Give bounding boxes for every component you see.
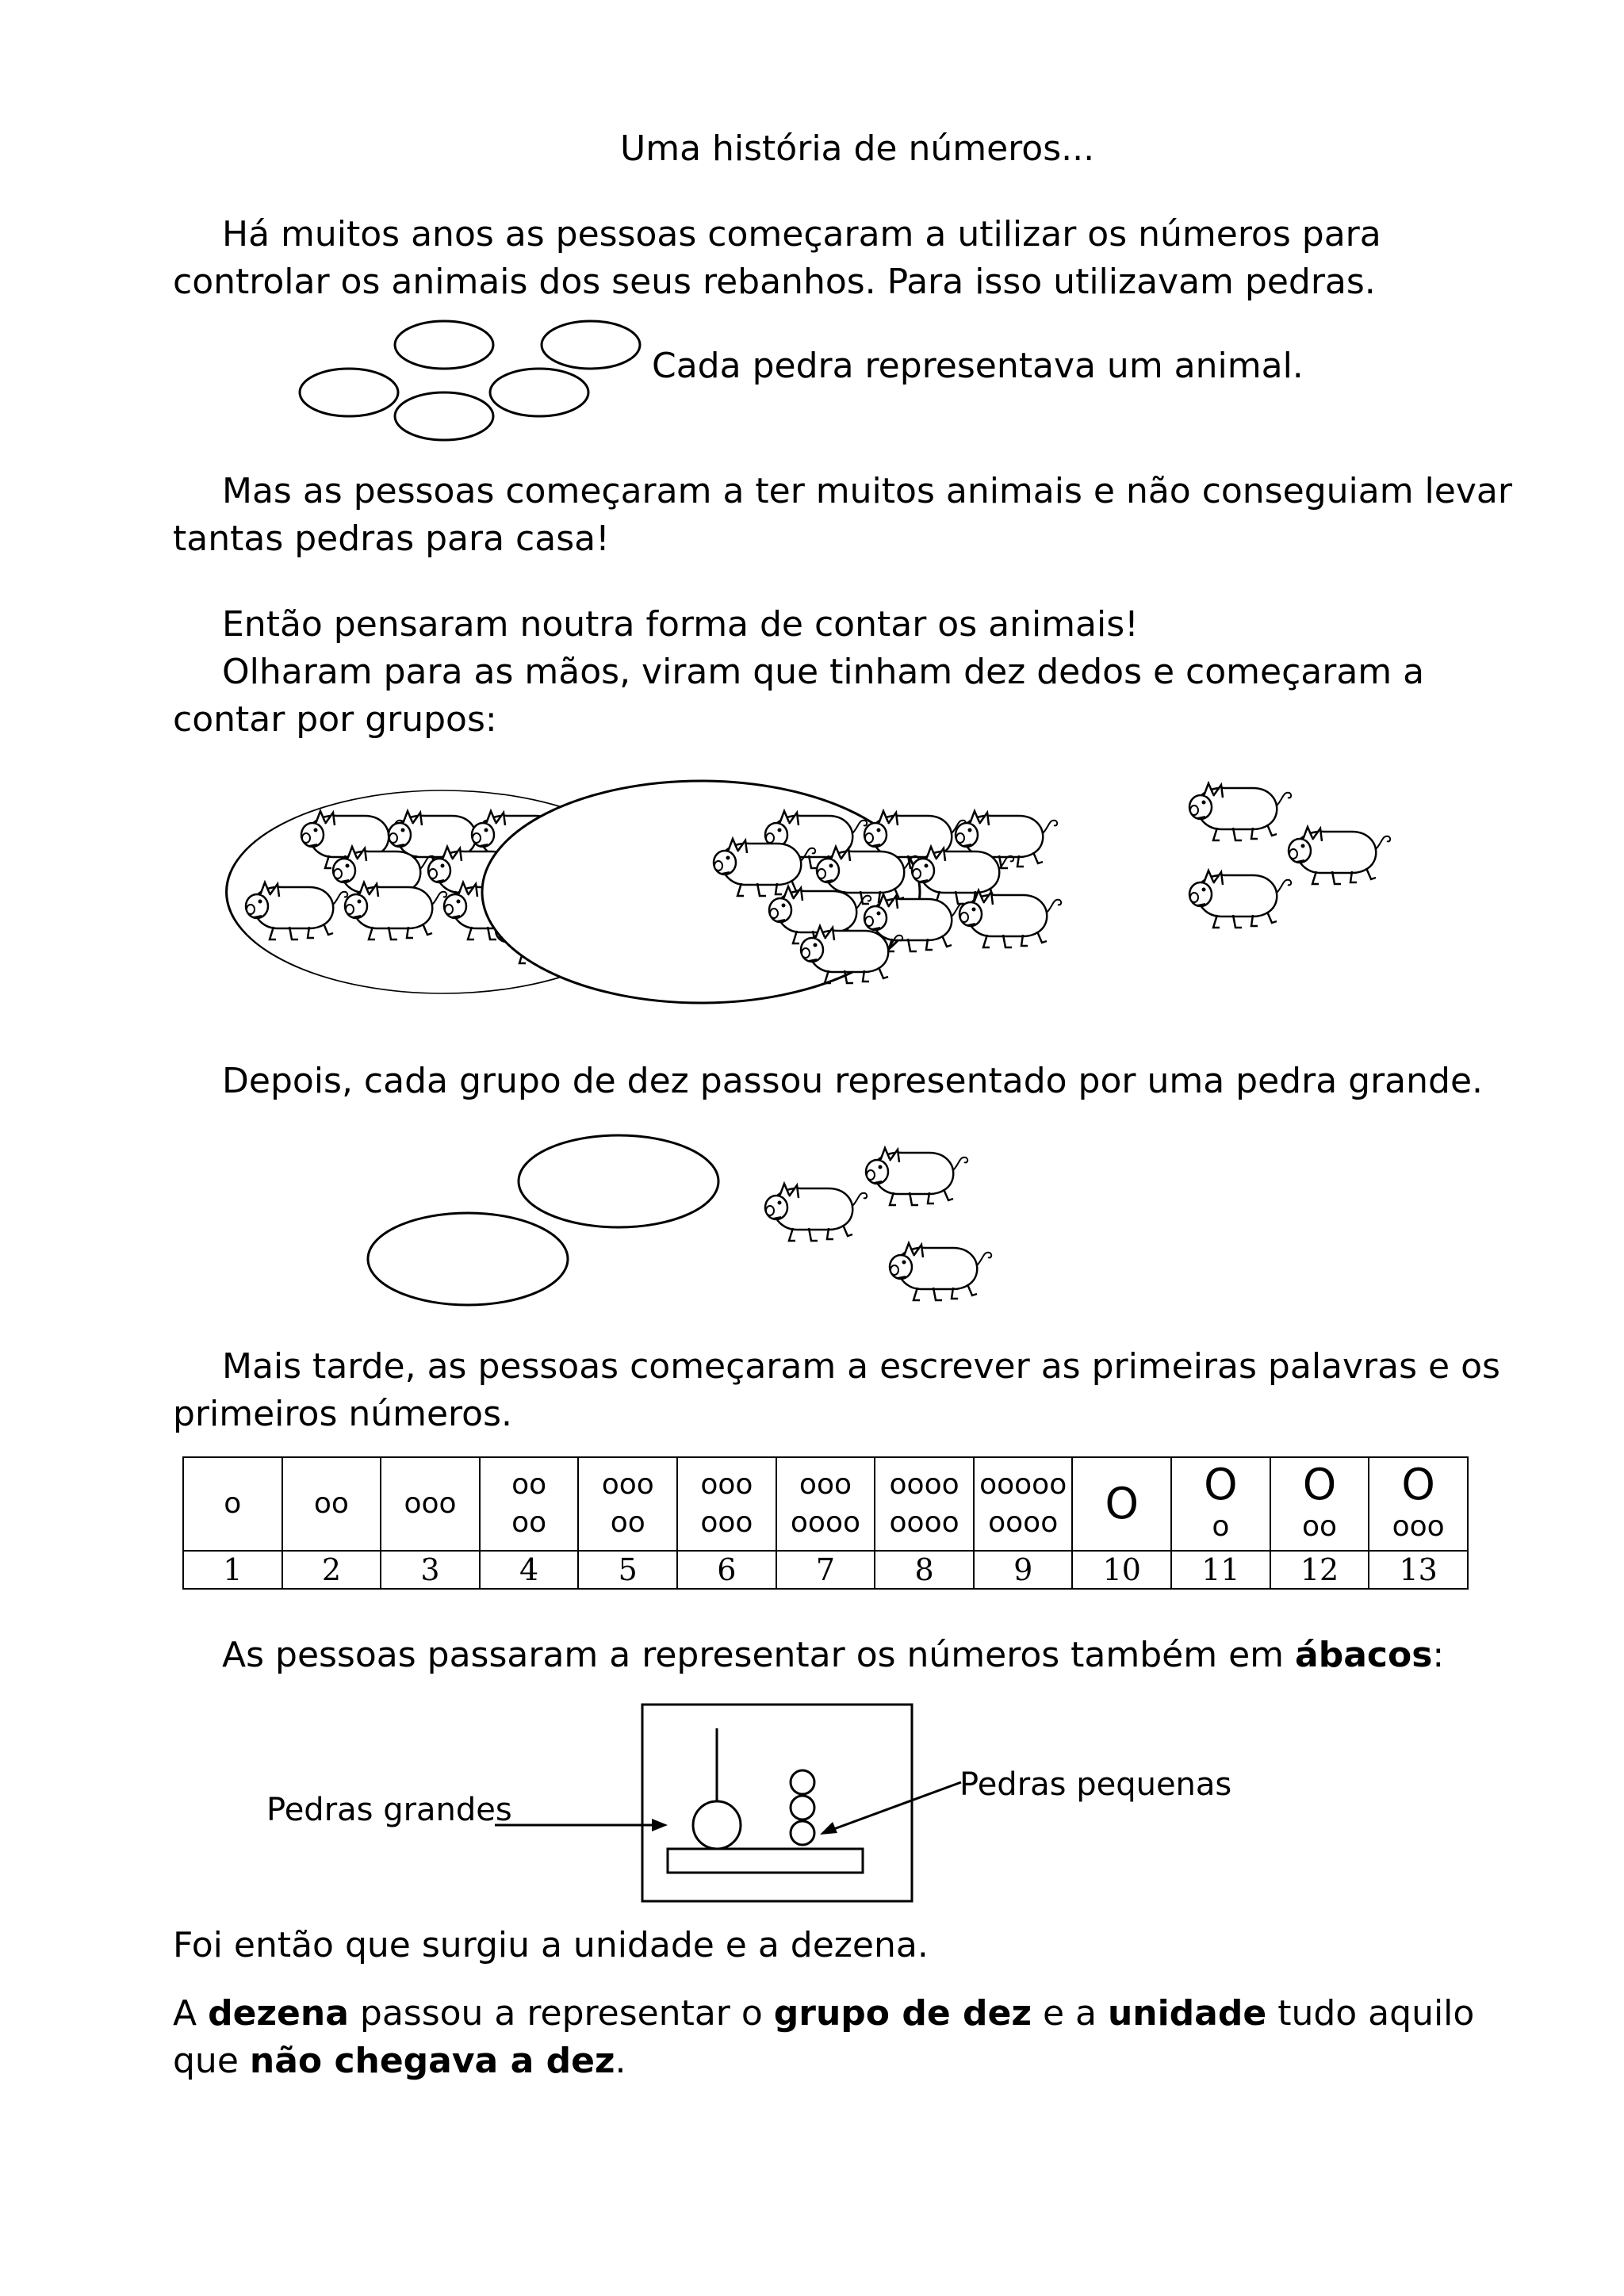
mark-cell [974,1457,1073,1551]
pig-icon [959,890,1061,947]
mark-line: oooo [988,1506,1059,1539]
text-span: tudo aquilo [1266,1993,1475,2034]
number-notation-table [182,1456,1469,1590]
paragraph-3-line-3: contar por grupos: [173,699,497,740]
pig-icon [890,1243,991,1300]
paragraph-6-colon: : [1432,1635,1445,1675]
big-stone-icon [368,1213,568,1305]
mark-cell [1369,1457,1468,1551]
paragraph-6-text: As pessoas passaram a representar os números também em [222,1635,1296,1675]
number-cell: 9 [974,1551,1073,1589]
mark-cell [381,1457,480,1551]
pig-groups-illustration [214,761,1435,1023]
paragraph-4-line-1: Depois, cada grupo de dez passou representado por uma pedra grande. [222,1061,1483,1101]
number-cell: 10 [1072,1551,1171,1589]
stone-icon [395,392,493,440]
unidade-bold: unidade [1107,1993,1267,2034]
abacus-label-big-stones: Pedras grandes [266,1792,512,1828]
paragraph-2-line-2: tantas pedras para casa! [173,519,610,559]
pig-icon [1289,827,1390,884]
number-cell: 3 [381,1551,480,1589]
mark-line: oo [511,1468,547,1501]
abacus-illustration [0,1697,1624,1911]
mark-line: o [224,1487,242,1520]
paragraph-3-line-2: Olharam para as mãos, viram que tinham dez dedos e começaram a [222,652,1425,692]
mark-line: oooo [889,1468,959,1501]
paragraph-5-line-1: Mais tarde, as pessoas começaram a escrever as primeiras palavras e os [222,1346,1500,1387]
stone-icon [300,369,398,416]
mark-small: o [1212,1510,1230,1543]
text-span: passou a representar o [348,1993,774,2034]
pig-icon [866,1148,967,1205]
paragraph-2-line-1: Mas as pessoas começaram a ter muitos animais e não conseguiam levar [222,471,1512,511]
mark-cell [282,1457,381,1551]
big-stone-icon [519,1135,718,1227]
stone-icon [542,321,640,369]
mark-cell [875,1457,974,1551]
nao-chegava-a-dez-bold: não chegava a dez [249,2041,615,2081]
mark-cell [1171,1457,1270,1551]
marks-row [183,1457,1468,1551]
paragraph-1-line-1: Há muitos anos as pessoas começaram a utilizar os números para [222,214,1381,254]
abacus-base [668,1849,863,1873]
stone-icon [395,321,493,369]
mark-small: ooo [1392,1510,1445,1543]
number-cell: 8 [875,1551,974,1589]
small-stones-illustration [285,313,658,456]
numbers-row [183,1551,1468,1589]
number-cell: 7 [776,1551,875,1589]
grupo-de-dez-bold: grupo de dez [773,1993,1032,2034]
text-span: e a [1031,1993,1108,2034]
mark-line: ooo [799,1468,852,1501]
mark-line: ooo [404,1487,457,1520]
mark-line: ooo [700,1468,753,1501]
number-cell: 1 [183,1551,282,1589]
text-span: que [173,2041,250,2081]
mark-big: O [1401,1460,1435,1510]
number-cell: 11 [1171,1551,1270,1589]
text-span: A [173,1993,209,2034]
mark-cell [776,1457,875,1551]
mark-line: oo [511,1506,547,1539]
paragraph-5-line-2: primeiros números. [173,1394,513,1434]
small-bead-icon [791,1821,814,1845]
small-bead-icon [791,1770,814,1794]
abacos-bold: ábacos [1295,1635,1433,1675]
paragraph-7: Foi então que surgiu a unidade e a dezena. [173,1925,929,1965]
stone-caption: Cada pedra representava um animal. [652,346,1304,386]
mark-cell [677,1457,776,1551]
small-bead-icon [791,1796,814,1820]
mark-cell [1072,1457,1171,1551]
page-title: Uma história de números... [620,128,1095,169]
mark-line: oooo [790,1506,861,1539]
number-cell: 13 [1369,1551,1468,1589]
mark-big: O [1302,1460,1337,1510]
number-cell: 5 [578,1551,677,1589]
mark-line: ooooo [979,1468,1067,1501]
paragraph-8-line-1 [173,1990,1474,2038]
mark-big: O [1204,1460,1238,1510]
mark-line: oo [610,1506,645,1539]
paragraph-1-line-2: controlar os animais dos seus rebanhos. Para isso utilizavam pedras. [173,262,1376,302]
paragraph-6 [222,1632,1444,1679]
number-cell: 12 [1270,1551,1369,1589]
number-cell: 4 [480,1551,579,1589]
mark-big: O [1105,1479,1139,1529]
big-bead-icon [693,1801,741,1849]
paragraph-8-line-2 [173,2038,626,2085]
text-span: . [615,2041,626,2081]
mark-line: ooo [700,1506,753,1539]
number-cell: 6 [677,1551,776,1589]
pig-icon [1189,783,1291,840]
mark-cell [480,1457,579,1551]
abacus-label-small-stones: Pedras pequenas [959,1766,1232,1803]
mark-cell [1270,1457,1369,1551]
mark-small: oo [1301,1510,1338,1543]
paragraph-3-line-1: Então pensaram noutra forma de contar os animais! [222,604,1139,645]
mark-line: ooo [601,1468,654,1501]
mark-line: oo [313,1487,349,1520]
mark-cell [183,1457,282,1551]
mark-cell [578,1457,677,1551]
big-stones-illustration [365,1126,1047,1324]
dezena-bold: dezena [208,1993,349,2034]
pig-icon [1189,871,1291,928]
pig-icon [765,1184,867,1241]
stone-icon [490,369,588,416]
number-cell: 2 [282,1551,381,1589]
mark-line: oooo [889,1506,959,1539]
